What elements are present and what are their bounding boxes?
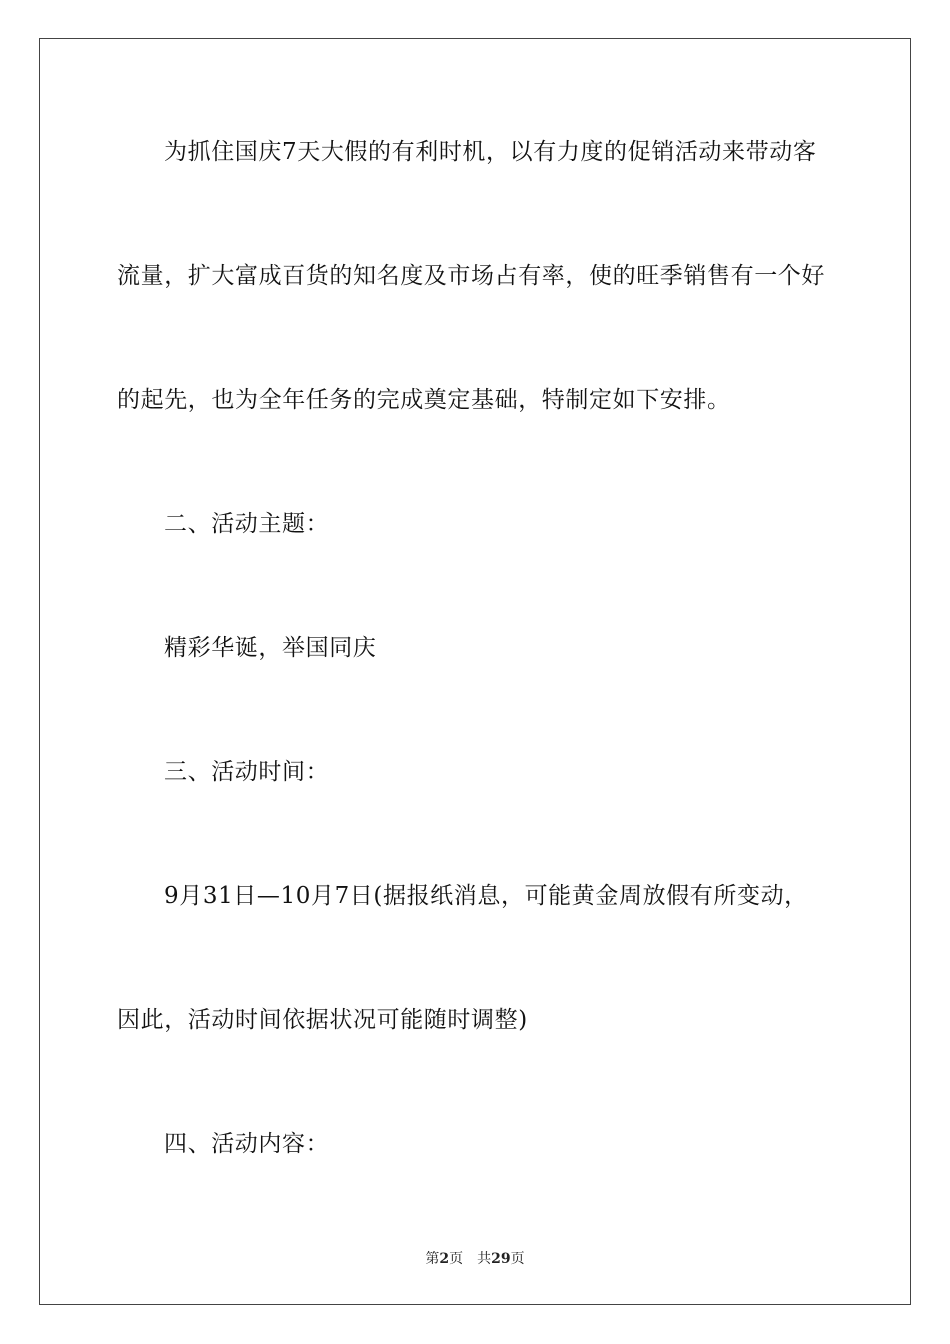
paragraph-intro-line-1: 为抓住国庆7天大假的有利时机，以有力度的促销活动来带动客 [164,139,817,165]
theme-text: 精彩华诞，举国同庆 [164,635,377,661]
paragraph-intro-line-2: 流量，扩大富成百货的知名度及市场占有率，使的旺季销售有一个好 [117,263,825,289]
footer-page-suffix: 页 [449,1251,464,1267]
footer-page-total: 29 [491,1251,511,1267]
section-heading-theme: 二、活动主题： [164,511,330,537]
time-text-line-1: 9月31日—10月7日(据报纸消息，可能黄金周放假有所变动， [164,883,808,909]
footer-total-prefix: 共 [477,1251,492,1267]
footer-page-prefix: 第 [425,1251,440,1267]
paragraph-intro-line-3: 的起先，也为全年任务的完成奠定基础，特制定如下安排。 [117,387,731,413]
section-heading-content: 四、活动内容： [164,1131,330,1157]
footer-total-suffix: 页 [510,1251,525,1267]
time-text-line-2: 因此，活动时间依据状况可能随时调整) [117,1007,528,1033]
section-heading-time: 三、活动时间： [164,759,330,785]
page-footer [0,1248,950,1268]
page-border [39,38,911,1305]
footer-page-current: 2 [439,1251,450,1267]
